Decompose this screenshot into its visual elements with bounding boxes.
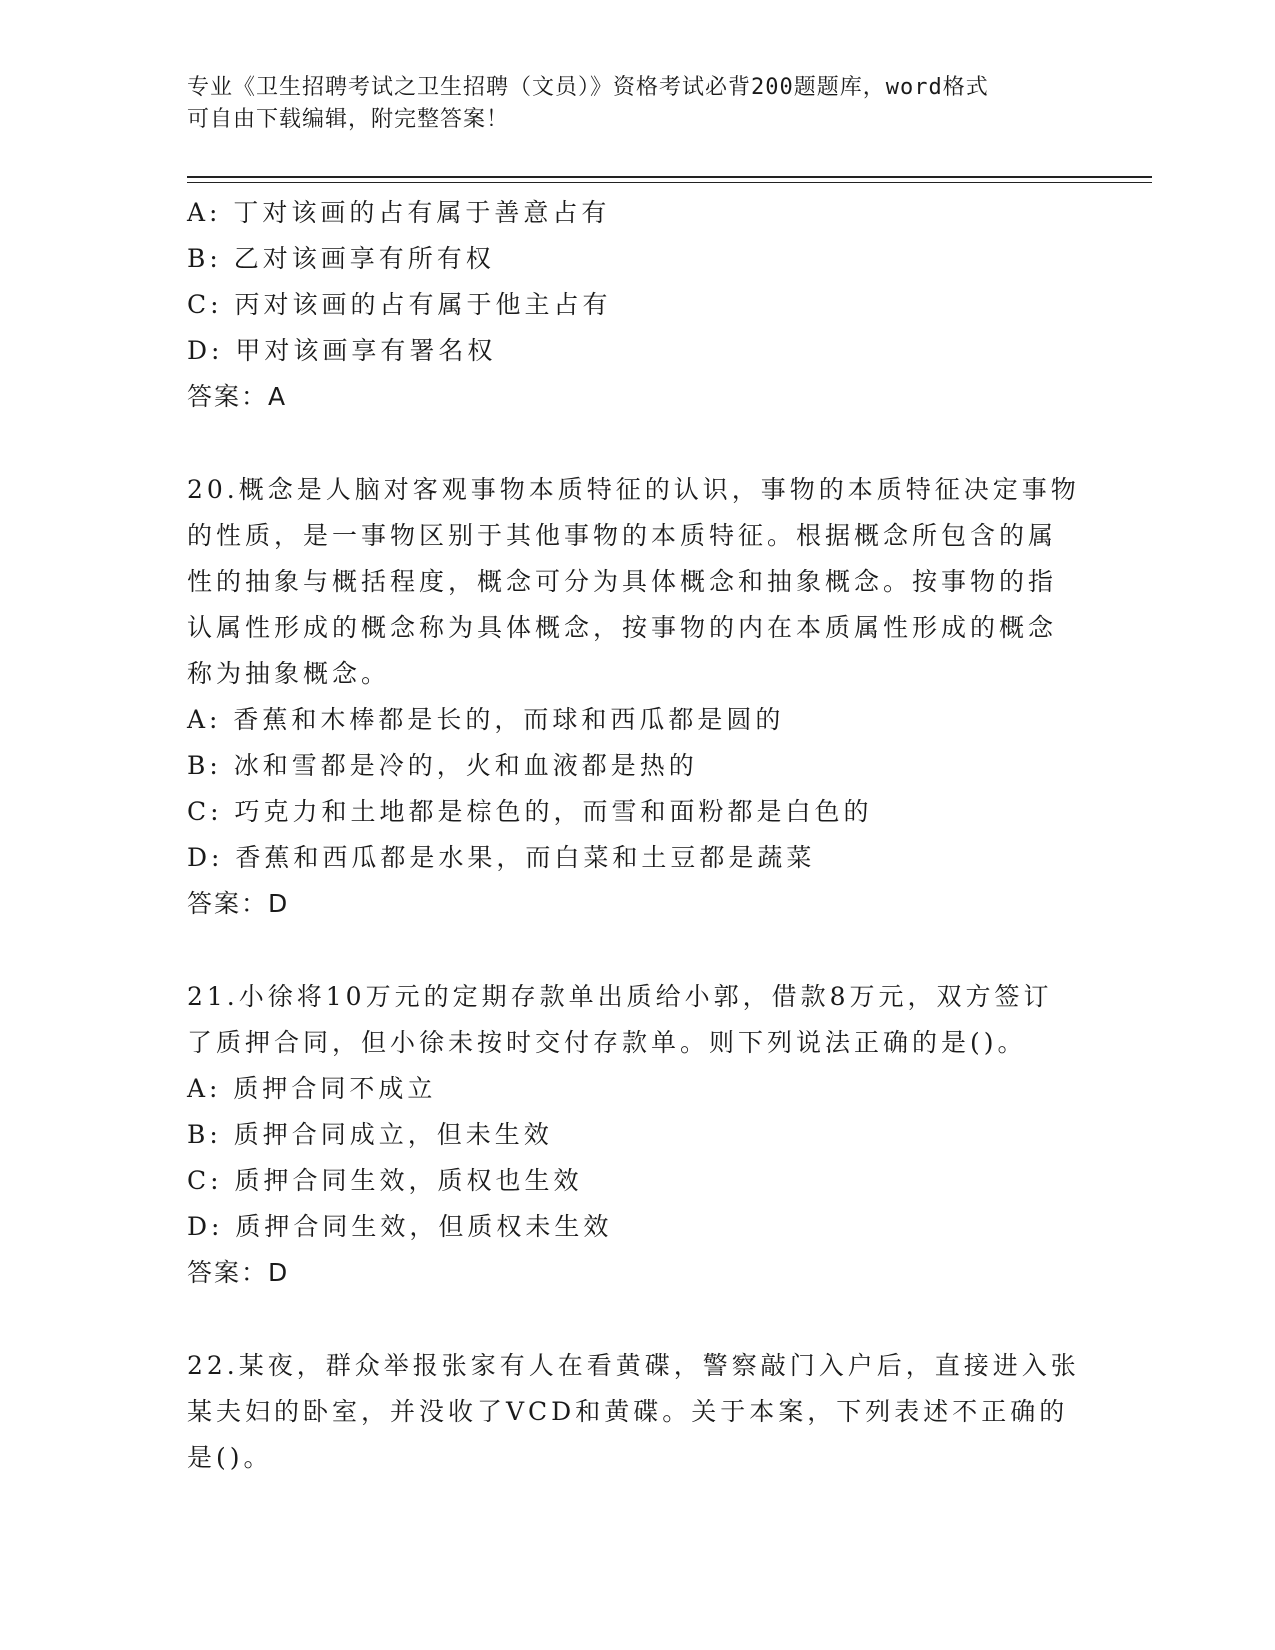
question-19 (187, 190, 1067, 420)
answer-label: 答案：D (187, 889, 290, 918)
header-line-1: 专业《卫生招聘考试之卫生招聘（文员）》资格考试必背200题题库，word格式 (187, 75, 989, 100)
answer-label: 答案：A (187, 382, 288, 411)
option-d: D: 香蕉和西瓜都是水果，而白菜和土豆都是蔬菜 (187, 843, 816, 872)
question-text-line: 21.小徐将10万元的定期存款单出质给小郭，借款8万元，双方签订 (187, 982, 1053, 1011)
option-d: D: 质押合同生效，但质权未生效 (187, 1212, 613, 1241)
question-text-line: 性的抽象与概括程度，概念可分为具体概念和抽象概念。按事物的指 (187, 567, 1058, 596)
question-text-line: 是()。 (187, 1443, 273, 1472)
option-a: A: 丁对该画的占有属于善意占有 (187, 198, 611, 227)
question-text-line: 的性质，是一事物区别于其他事物的本质特征。根据概念所包含的属 (187, 521, 1058, 550)
answer-label: 答案：D (187, 1258, 290, 1287)
option-a: A: 香蕉和木棒都是长的，而球和西瓜都是圆的 (187, 705, 785, 734)
question-text-line: 22.某夜，群众举报张家有人在看黄碟，警察敲门入户后，直接进入张 (187, 1351, 1080, 1380)
header-divider-thin (187, 182, 1152, 183)
question-text-line: 某夫妇的卧室，并没收了VCD和黄碟。关于本案，下列表述不正确的 (187, 1397, 1069, 1426)
question-text-line: 认属性形成的概念称为具体概念，按事物的内在本质属性形成的概念 (187, 613, 1058, 642)
option-c: C: 质押合同生效，质权也生效 (187, 1166, 583, 1195)
question-21 (187, 974, 1067, 1296)
option-b: B: 冰和雪都是冷的，火和血液都是热的 (187, 751, 698, 780)
question-text-line: 了质押合同，但小徐未按时交付存款单。则下列说法正确的是()。 (187, 1028, 1027, 1057)
question-text-line: 20.概念是人脑对客观事物本质特征的认识，事物的本质特征决定事物 (187, 475, 1080, 504)
header-divider-thick (187, 176, 1152, 178)
question-20 (187, 467, 1080, 927)
question-22 (187, 1343, 1080, 1481)
option-c: C: 巧克力和土地都是棕色的，而雪和面粉都是白色的 (187, 797, 873, 826)
document-header (187, 72, 1067, 136)
option-b: B: 质押合同成立，但未生效 (187, 1120, 553, 1149)
header-line-2: 可自由下载编辑，附完整答案！ (187, 107, 510, 132)
option-a: A: 质押合同不成立 (187, 1074, 437, 1103)
option-d: D: 甲对该画享有署名权 (187, 336, 497, 365)
option-b: B: 乙对该画享有所有权 (187, 244, 495, 273)
document-body (187, 190, 1080, 1481)
question-text-line: 称为抽象概念。 (187, 659, 391, 688)
option-c: C: 丙对该画的占有属于他主占有 (187, 290, 612, 319)
